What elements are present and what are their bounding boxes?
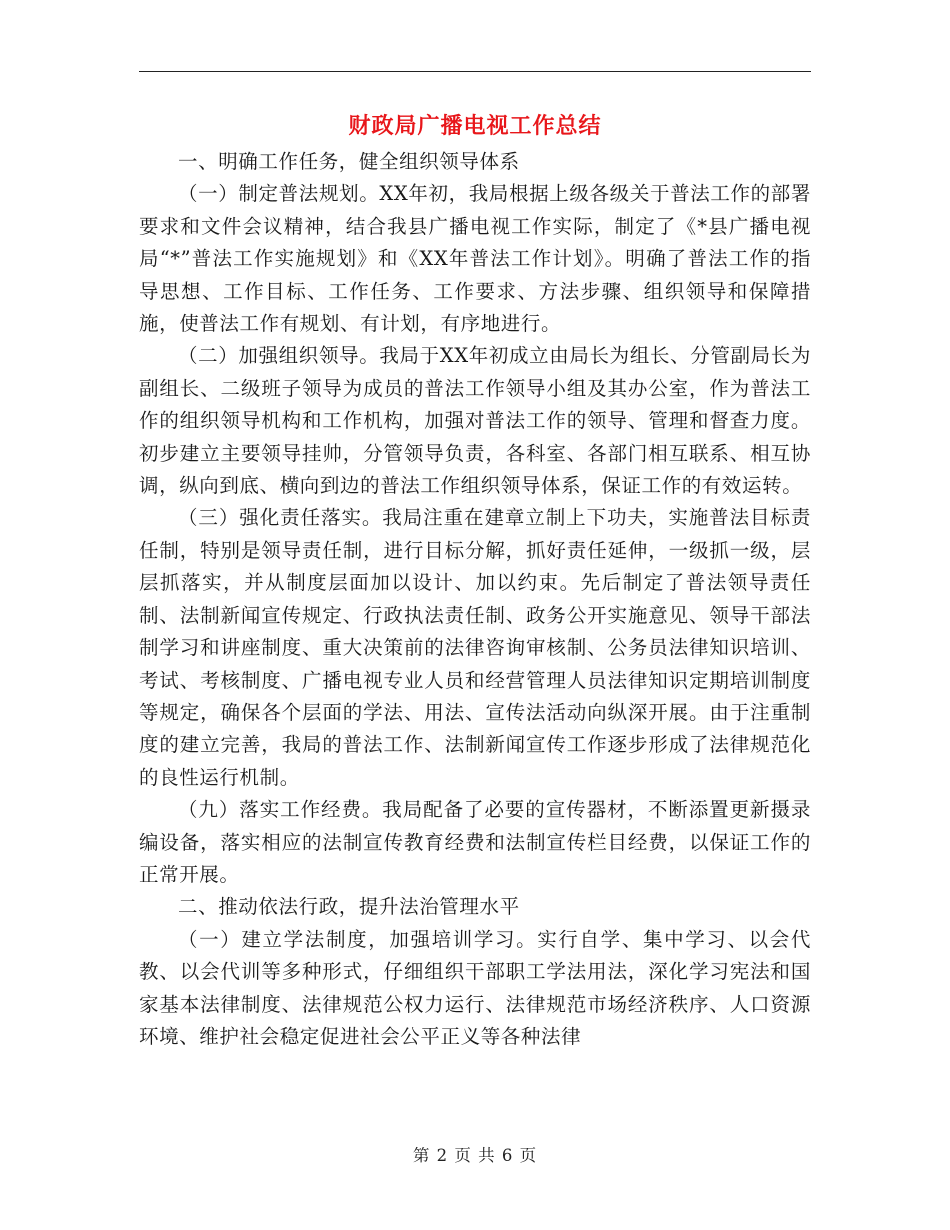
page-number: 第 2 页 共 6 页 (412, 1146, 538, 1165)
paragraph: （一）建立学法制度，加强培训学习。实行自学、集中学习、以会代教、以会代训等多种形式，仔细组织干部职工学法用法，深化学习宪法和国家基本法律制度、法律规范公权力运行、法律规范市场经济秩序、人口资源环境、维护社会稳定促进社会公平正义等各种法律 (139, 927, 811, 1048)
section-heading-1: 一、明确工作任务，健全组织领导体系 (178, 150, 520, 173)
document-body (139, 146, 811, 1053)
paragraph: （九）落实工作经费。我局配备了必要的宣传器材，不断添置更新摄录编设备，落实相应的法制宣传教育经费和法制宣传栏目经费，以保证工作的正常开展。 (139, 798, 811, 886)
paragraph: （一）制定普法规划。XX年初，我局根据上级各级关于普法工作的部署要求和文件会议精神，结合我县广播电视工作实际，制定了《*县广播电视局“*”普法工作实施规划》和《XX年普法工作计划》。明确了普法工作的指导思想、工作目标、工作任务、工作要求、方法步骤、组织领导和保障措施，使普法工作有规划、有计划，有序地进行。 (139, 182, 811, 336)
paragraph: （二）加强组织领导。我局于XX年初成立由局长为组长、分管副局长为副组长、二级班子领导为成员的普法工作领导小组及其办公室，作为普法工作的组织领导机构和工作机构，加强对普法工作的领导、管理和督查力度。初步建立主要领导挂帅，分管领导负责，各科室、各部门相互联系、相互协调，纵向到底、横向到边的普法工作组织领导体系，保证工作的有效运转。 (139, 344, 811, 498)
paragraph: （三）强化责任落实。我局注重在建章立制上下功夫，实施普法目标责任制，特别是领导责任制，进行目标分解，抓好责任延伸，一级抓一级，层层抓落实，并从制度层面加以设计、加以约束。先后制定了普法领导责任制、法制新闻宣传规定、行政执法责任制、政务公开实施意见、领导干部法制学习和讲座制度、重大决策前的法律咨询审核制、公务员法律知识培训、考试、考核制度、广播电视专业人员和经营管理人员法律知识定期培训制度等规定，确保各个层面的学法、用法、宣传法活动向纵深开展。由于注重制度的建立完善，我局的普法工作、法制新闻宣传工作逐步形成了法律规范化的良性运行机制。 (139, 506, 811, 789)
section-heading-2: 二、推动依法行政，提升法治管理水平 (178, 895, 520, 919)
document-title: 财政局广播电视工作总结 (348, 113, 602, 139)
header-rule (139, 71, 811, 72)
